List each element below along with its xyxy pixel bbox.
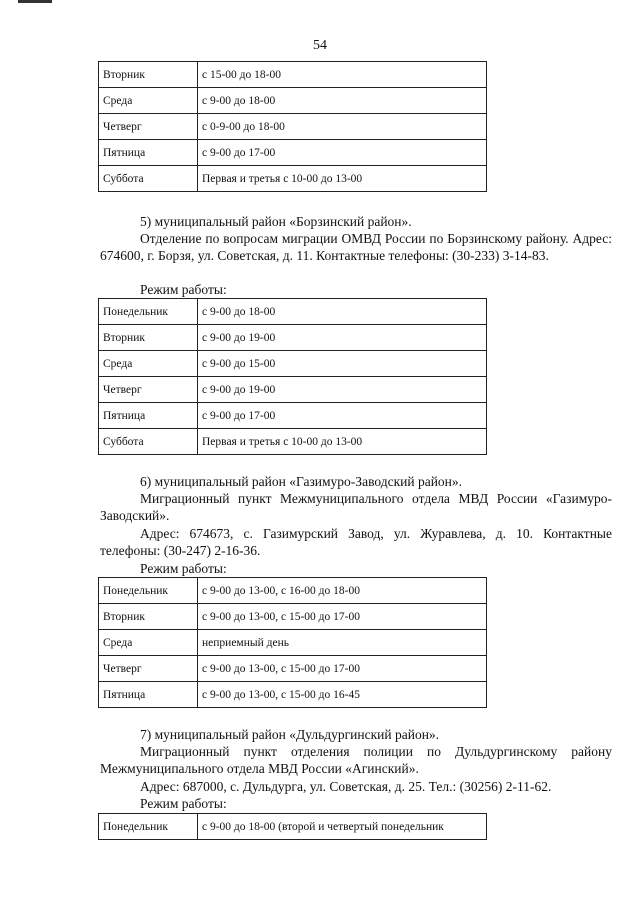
table-row: [99, 299, 487, 325]
day-cell: Суббота: [99, 429, 198, 455]
section7-schedule-label: Режим работы:: [140, 796, 227, 811]
hours-cell: с 9-00 до 19-00: [198, 377, 487, 403]
hours-cell: с 9-00 до 18-00: [198, 299, 487, 325]
day-cell: Суббота: [99, 166, 198, 192]
section7-schedule-table: [98, 813, 487, 840]
table-row: [99, 656, 487, 682]
table-row: [99, 88, 487, 114]
day-cell: Четверг: [99, 114, 198, 140]
day-cell: Четверг: [99, 377, 198, 403]
day-cell: Понедельник: [99, 578, 198, 604]
section7-office: Миграционный пункт отделения полиции по Дульдургинскому району Межмуниципального отдела МВД России «Агинский».: [100, 744, 612, 776]
hours-cell: с 9-00 до 13-00, с 15-00 до 17-00: [198, 656, 487, 682]
hours-cell: неприемный день: [198, 630, 487, 656]
hours-cell: Первая и третья с 10-00 до 13-00: [198, 166, 487, 192]
table-row: [99, 351, 487, 377]
day-cell: Среда: [99, 88, 198, 114]
hours-cell: с 9-00 до 13-00, с 16-00 до 18-00: [198, 578, 487, 604]
table-row: [99, 578, 487, 604]
section6-heading: 6) муниципальный район «Газимуро-Заводский район».: [140, 474, 463, 489]
schedule-table-continued: [98, 61, 487, 192]
section5-heading: 5) муниципальный район «Борзинский район».: [140, 214, 412, 229]
section6-schedule-table: [98, 577, 487, 708]
day-cell: Вторник: [99, 325, 198, 351]
section5-schedule-table: [98, 298, 487, 455]
hours-cell: с 15-00 до 18-00: [198, 62, 487, 88]
section6-address: Адрес: 674673, с. Газимурский Завод, ул. Журавлева, д. 10. Контактные телефоны: (30-247) 2-16-36.: [100, 526, 612, 558]
table-row: [99, 377, 487, 403]
page-number: 54: [313, 38, 327, 53]
hours-cell: с 9-00 до 19-00: [198, 325, 487, 351]
table-row: [99, 630, 487, 656]
section5-schedule-label: Режим работы:: [140, 282, 227, 297]
table-row: [99, 325, 487, 351]
table-row: [99, 814, 487, 840]
day-cell: Пятница: [99, 682, 198, 708]
section5-office: Отделение по вопросам миграции ОМВД России по Борзинскому району. Адрес: 674600, г. Борзя, ул. Советская, д. 11. Контактные телефоны: (30-233) 3-14-83.: [100, 231, 612, 263]
day-cell: Четверг: [99, 656, 198, 682]
section7-address: Адрес: 687000, с. Дульдурга, ул. Советская, д. 25. Тел.: (30256) 2-11-62.: [140, 779, 552, 794]
table-row: [99, 62, 487, 88]
hours-cell: с 9-00 до 17-00: [198, 140, 487, 166]
day-cell: Понедельник: [99, 814, 198, 840]
table-row: [99, 166, 487, 192]
hours-cell: с 9-00 до 17-00: [198, 403, 487, 429]
hours-cell: с 9-00 до 15-00: [198, 351, 487, 377]
section6-schedule-label: Режим работы:: [140, 561, 227, 576]
table-row: [99, 604, 487, 630]
hours-cell: с 9-00 до 13-00, с 15-00 до 17-00: [198, 604, 487, 630]
hours-cell: Первая и третья с 10-00 до 13-00: [198, 429, 487, 455]
day-cell: Вторник: [99, 604, 198, 630]
section6-office: Миграционный пункт Межмуниципального отдела МВД России «Газимуро-Заводский».: [100, 491, 612, 523]
hours-cell: с 9-00 до 18-00 (второй и четвертый понедельник: [198, 814, 487, 840]
scan-corner-mark: [18, 0, 52, 3]
table-row: [99, 682, 487, 708]
hours-cell: с 9-00 до 13-00, с 15-00 до 16-45: [198, 682, 487, 708]
day-cell: Понедельник: [99, 299, 198, 325]
hours-cell: с 9-00 до 18-00: [198, 88, 487, 114]
day-cell: Пятница: [99, 403, 198, 429]
day-cell: Пятница: [99, 140, 198, 166]
day-cell: Среда: [99, 630, 198, 656]
day-cell: Вторник: [99, 62, 198, 88]
hours-cell: с 0-9-00 до 18-00: [198, 114, 487, 140]
section7-heading: 7) муниципальный район «Дульдургинский район».: [140, 727, 440, 742]
table-row: [99, 114, 487, 140]
day-cell: Среда: [99, 351, 198, 377]
table-row: [99, 403, 487, 429]
table-row: [99, 429, 487, 455]
table-row: [99, 140, 487, 166]
